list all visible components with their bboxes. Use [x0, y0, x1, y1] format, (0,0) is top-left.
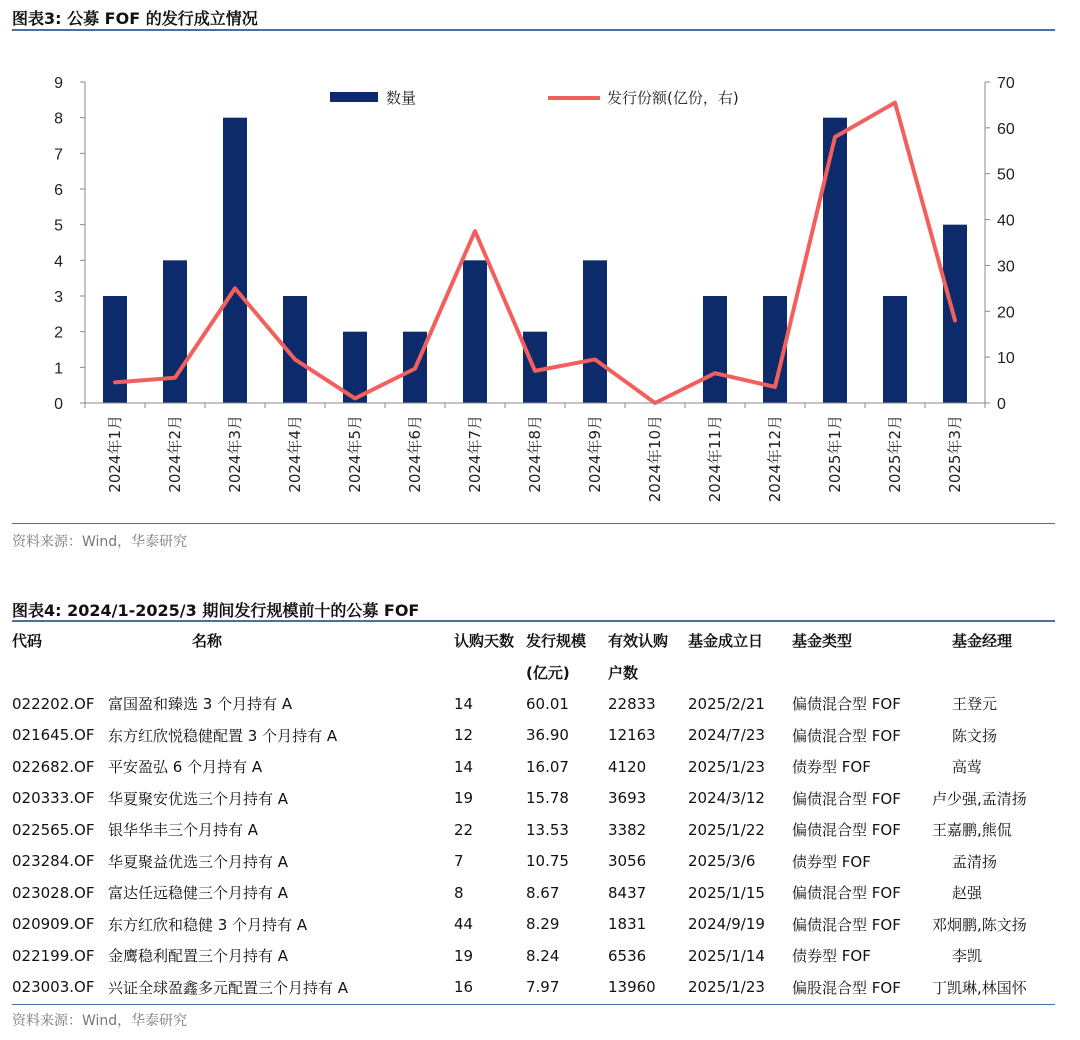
left-tick-label: 4	[54, 253, 63, 271]
table-cell: 2025/2/21	[688, 694, 765, 713]
table-cell: 李凯	[952, 947, 983, 966]
table-cell: 3693	[608, 789, 647, 808]
table-cell: 3382	[608, 820, 647, 839]
line-point	[835, 137, 836, 138]
x-tick-label: 2024年4月	[286, 415, 304, 493]
x-tick-label: 2024年6月	[406, 415, 424, 493]
table-cell: 2025/1/14	[688, 946, 765, 965]
table-cell: 金鹰稳利配置三个月持有 A	[108, 947, 289, 966]
table-cell: 偏债混合型 FOF	[792, 821, 901, 840]
table-cell: 平安盈弘 6 个月持有 A	[108, 758, 263, 777]
x-tick-label: 2024年1月	[106, 415, 124, 493]
table-cell: 孟清扬	[952, 852, 998, 871]
line-point	[715, 373, 716, 374]
table-cell: 12163	[608, 726, 656, 745]
table-cell: 债券型 FOF	[792, 852, 871, 871]
table-row	[12, 814, 1055, 846]
table-row	[12, 972, 1055, 1004]
column-header: 发行规模	[526, 631, 587, 650]
line-point	[475, 231, 476, 232]
figure3-source: 资料来源：Wind，华泰研究	[12, 534, 188, 550]
right-tick-label: 20	[997, 304, 1015, 322]
table-row	[12, 783, 1055, 815]
right-tick-label: 40	[997, 212, 1015, 230]
column-header-line2	[688, 656, 792, 688]
table-cell: 16	[454, 978, 474, 997]
table-row	[12, 846, 1055, 878]
table-cell: 华夏聚安优选三个月持有 A	[108, 789, 289, 808]
table-cell: 8	[454, 883, 464, 902]
table-cell: 2025/1/23	[688, 757, 765, 776]
line-point	[175, 377, 176, 378]
bar	[223, 118, 247, 403]
table-cell: 华夏聚益优选三个月持有 A	[108, 852, 289, 871]
table-cell: 1831	[608, 915, 647, 934]
line-point	[895, 102, 896, 103]
table-cell: 22833	[608, 694, 656, 713]
table-cell: 偏债混合型 FOF	[792, 695, 901, 714]
left-tick-label: 9	[54, 75, 63, 92]
table-cell: 王嘉鹏,熊侃	[932, 821, 1012, 840]
table-cell: 6536	[608, 946, 647, 965]
table-row	[12, 688, 1055, 720]
column-header: 基金类型	[792, 631, 853, 650]
bar	[103, 296, 127, 403]
figure4-bottom-rule	[12, 1004, 1055, 1005]
column-header: 名称	[192, 631, 223, 650]
line-point	[415, 368, 416, 369]
legend-label-bar: 数量	[386, 89, 417, 107]
bar	[163, 260, 187, 403]
table-cell: 22	[454, 820, 474, 839]
column-header: 基金经理	[952, 631, 1013, 650]
legend	[330, 89, 739, 107]
table-cell: 偏债混合型 FOF	[792, 726, 901, 745]
table-cell: 12	[454, 726, 474, 745]
bar	[823, 118, 847, 403]
x-tick-label: 2024年12月	[766, 415, 784, 503]
table-cell: 60.01	[526, 694, 569, 713]
right-tick-label: 10	[997, 350, 1015, 368]
x-tick-label: 2024年10月	[646, 415, 664, 503]
left-tick-label: 6	[54, 182, 63, 199]
left-axis	[54, 75, 85, 413]
table-cell: 44	[454, 915, 474, 934]
column-header: 认购天数	[454, 631, 515, 650]
left-tick-label: 3	[54, 289, 63, 306]
legend-label-line: 发行份额(亿份，右)	[607, 89, 739, 107]
table-cell: 13.53	[526, 820, 569, 839]
x-tick-label: 2024年5月	[346, 415, 364, 493]
x-tick-label: 2024年7月	[466, 415, 484, 493]
table-cell: 022565.OF	[12, 820, 95, 839]
table-cell: 高莺	[952, 758, 983, 777]
x-tick-label: 2025年3月	[946, 415, 964, 493]
table-row	[12, 877, 1055, 909]
table-cell: 偏股混合型 FOF	[792, 978, 901, 997]
table-cell: 银华华丰三个月持有 A	[108, 821, 259, 840]
table-row	[12, 720, 1055, 752]
column-header-line2	[932, 656, 1055, 688]
left-tick-label: 5	[54, 217, 63, 235]
table-cell: 023028.OF	[12, 883, 95, 902]
figure3-title: 图表3: 公募 FOF 的发行成立情况	[12, 9, 258, 28]
table-cell: 3056	[608, 852, 647, 871]
left-tick-label: 1	[54, 360, 63, 378]
table-cell: 王登元	[952, 695, 998, 714]
table-row	[12, 751, 1055, 783]
bar	[463, 260, 487, 403]
column-header-line2: (亿元)	[526, 663, 570, 682]
table-cell: 2025/3/6	[688, 852, 756, 871]
left-tick-label: 8	[54, 110, 63, 128]
figure4-source: 资料来源：Wind，华泰研究	[12, 1013, 188, 1029]
bar	[703, 296, 727, 403]
figure3-top-rule	[12, 29, 1055, 31]
table-cell: 2025/1/15	[688, 883, 765, 902]
table-cell: 16.07	[526, 757, 569, 776]
table-cell: 020909.OF	[12, 915, 95, 934]
table-cell: 36.90	[526, 726, 569, 745]
table-cell: 8.24	[526, 946, 560, 965]
left-tick-label: 0	[54, 396, 63, 413]
line-point	[295, 359, 296, 360]
table-header-row	[12, 624, 1055, 656]
table-cell: 邓炯鹏,陈文扬	[932, 915, 1027, 934]
figure4-top-rule	[12, 620, 1055, 622]
column-header-line2	[108, 656, 454, 688]
table-cell: 东方红欣和稳健 3 个月持有 A	[108, 915, 308, 934]
table-cell: 8.67	[526, 883, 560, 902]
column-header: 代码	[12, 631, 43, 650]
fund-table	[12, 624, 1055, 1003]
table-cell: 14	[454, 757, 474, 776]
x-tick-labels	[85, 403, 985, 502]
table-cell: 023003.OF	[12, 978, 95, 997]
table-cell: 2025/1/23	[688, 978, 765, 997]
table-cell: 19	[454, 789, 474, 808]
table-cell: 偏债混合型 FOF	[792, 789, 901, 808]
table-cell: 8.29	[526, 915, 560, 934]
right-tick-label: 30	[997, 258, 1015, 276]
right-tick-label: 70	[997, 75, 1015, 92]
figure3-bottom-rule	[12, 523, 1055, 524]
table-cell: 债券型 FOF	[792, 758, 871, 777]
x-tick-label: 2024年9月	[586, 415, 604, 493]
x-tick-label: 2024年11月	[706, 415, 724, 503]
right-tick-label: 60	[997, 120, 1015, 138]
table-cell: 偏债混合型 FOF	[792, 884, 901, 903]
column-header-line2: 户数	[608, 663, 639, 682]
table-cell: 7	[454, 852, 464, 871]
table-cell: 兴证全球盈鑫多元配置三个月持有 A	[108, 978, 349, 997]
right-tick-label: 50	[997, 166, 1015, 184]
right-axis	[985, 75, 1015, 413]
table-row	[12, 940, 1055, 972]
table-cell: 022682.OF	[12, 757, 95, 776]
table-cell: 卢少强,孟清扬	[932, 789, 1027, 808]
bar	[583, 260, 607, 403]
table-cell: 2024/7/23	[688, 726, 765, 745]
table-header-row-2	[12, 656, 1055, 688]
bar-series	[103, 118, 967, 403]
bar	[883, 296, 907, 403]
table-cell: 15.78	[526, 789, 569, 808]
x-tick-label: 2024年8月	[526, 415, 544, 493]
column-header: 有效认购	[608, 631, 669, 650]
column-header-line2	[12, 656, 108, 688]
table-cell: 14	[454, 694, 474, 713]
table-cell: 债券型 FOF	[792, 947, 871, 966]
column-header-line2	[792, 656, 932, 688]
x-tick-label: 2025年1月	[826, 415, 844, 493]
right-tick-label: 0	[997, 396, 1006, 413]
left-tick-label: 2	[54, 324, 63, 342]
x-tick-label: 2024年3月	[226, 415, 244, 493]
table-cell: 东方红欣悦稳健配置 3 个月持有 A	[108, 726, 338, 745]
table-cell: 7.97	[526, 978, 560, 997]
table-cell: 丁凯琳,林国怀	[932, 978, 1027, 997]
x-tick-label: 2025年2月	[886, 415, 904, 493]
table-cell: 2024/3/12	[688, 789, 765, 808]
line-point	[535, 370, 536, 371]
table-cell: 赵强	[952, 884, 983, 903]
line-point	[775, 386, 776, 387]
table-row	[12, 909, 1055, 941]
table-cell: 19	[454, 946, 474, 965]
table-cell: 10.75	[526, 852, 569, 871]
line-point	[595, 359, 596, 360]
figure4-title: 图表4: 2024/1-2025/3 期间发行规模前十的公募 FOF	[12, 601, 420, 620]
table-cell: 偏债混合型 FOF	[792, 915, 901, 934]
line-point	[115, 382, 116, 383]
table-body	[12, 688, 1055, 1003]
table-cell: 2024/9/19	[688, 915, 765, 934]
table-cell: 富达任远稳健三个月持有 A	[108, 884, 289, 903]
line-point	[355, 398, 356, 399]
column-header: 基金成立日	[688, 631, 764, 650]
table-cell: 020333.OF	[12, 789, 95, 808]
table-cell: 021645.OF	[12, 726, 95, 745]
column-header-line2	[454, 656, 526, 688]
table-cell: 富国盈和臻选 3 个月持有 A	[108, 695, 293, 714]
table-cell: 陈文扬	[952, 726, 998, 745]
table-cell: 022199.OF	[12, 946, 95, 965]
table-cell: 023284.OF	[12, 852, 95, 871]
table-cell: 8437	[608, 883, 647, 902]
legend-swatch-bar	[330, 92, 378, 102]
left-tick-label: 7	[54, 146, 63, 164]
fof-issuance-chart	[0, 60, 1080, 522]
table-cell: 13960	[608, 978, 656, 997]
table-cell: 4120	[608, 757, 647, 776]
table-cell: 2025/1/22	[688, 820, 765, 839]
table-cell: 022202.OF	[12, 694, 95, 713]
line-point	[235, 288, 236, 289]
line-point	[955, 320, 956, 321]
x-tick-label: 2024年2月	[166, 415, 184, 493]
